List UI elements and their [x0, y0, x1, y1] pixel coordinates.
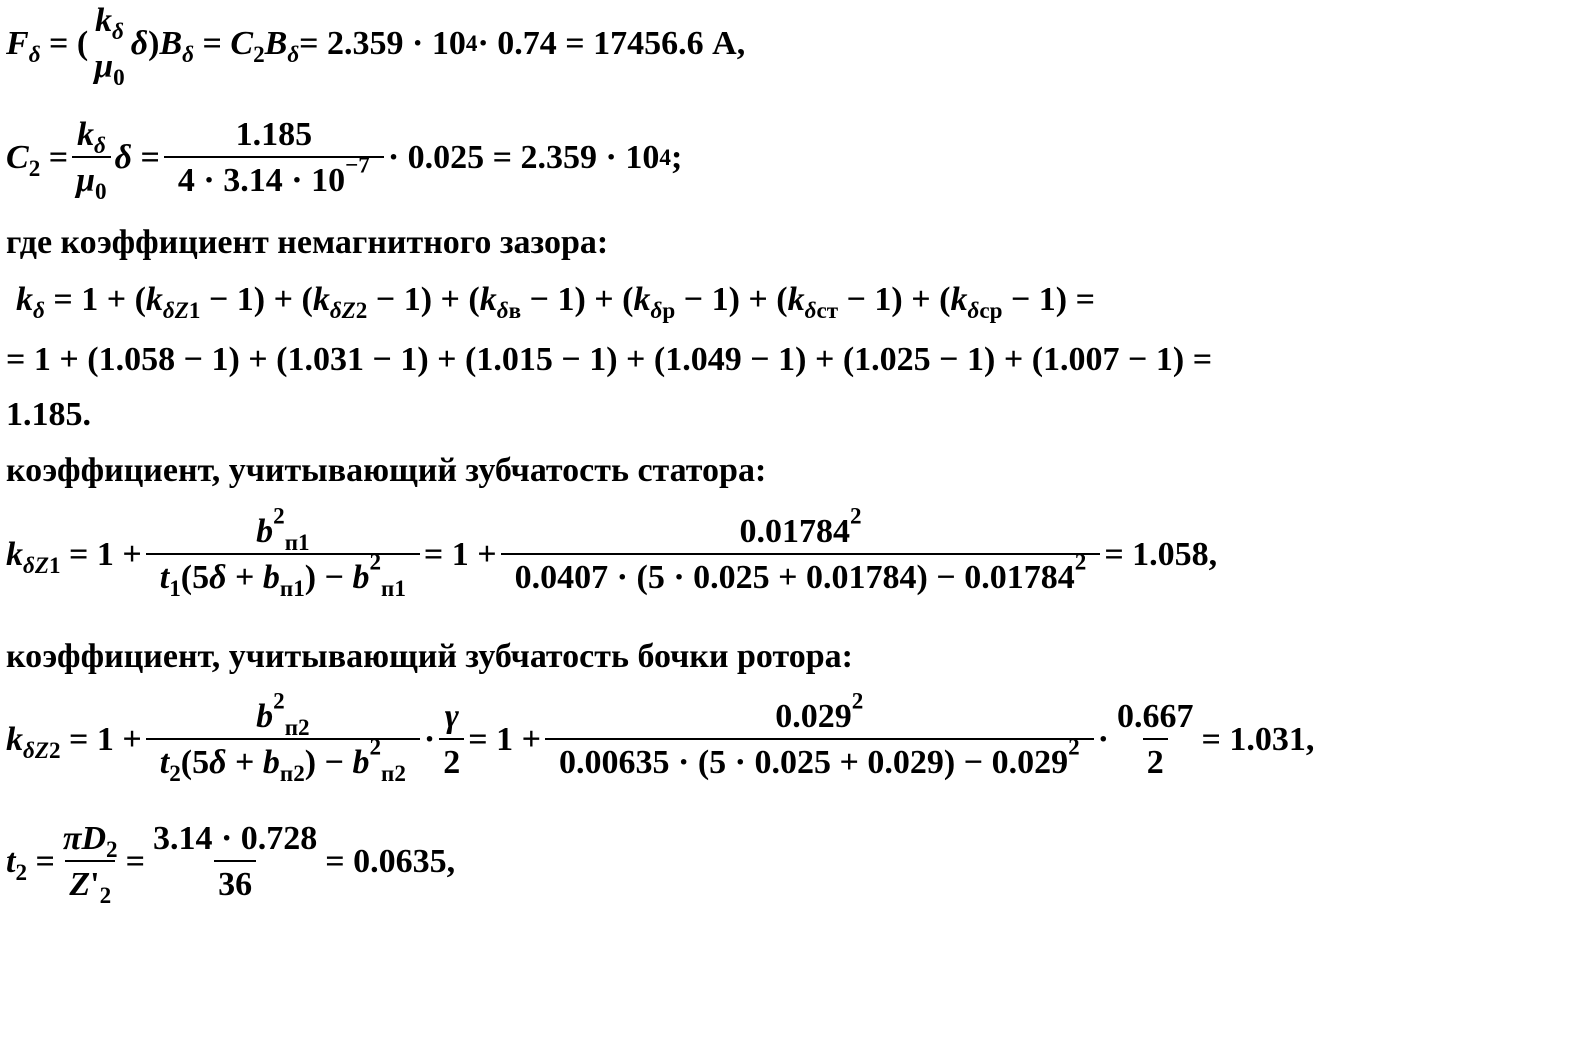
eq5-result: = 1.031,	[1201, 721, 1315, 758]
equation-k-delta-result: 1.185.	[6, 396, 91, 433]
equation-k-delta: $k_\delta = 1 + (k_{\delta Z1} - 1) + (k_{\delta Z2} - 1) + (k_{\delta в} - 1) + (k_{\delta р} - 1) + (k_{\delta ст} - 1) + (k_{\delta ср} - 1)$ =	[16, 281, 1096, 325]
text-line-1: где коэффициент немагнитного зазора:	[6, 224, 609, 261]
eq1-tail: · 0.74 = 17456.6 А,	[477, 25, 746, 62]
equation-k-delta-z2: $k_{\delta Z2} = 1$ + $\frac{b^2_{п2}}{t_2(5\delta + b_{п2}) - b^2_{п2}}$ · $\frac{\gamma}{2}$ = 1 + $\frac{0.029^2}{0.00635 \cdot (5 \cdot 0.025 + 0.029) - 0.029^2}$ · $\frac{0.667}{2}$ = 1.031,	[6, 688, 1315, 788]
eq2-den-exp: −7	[345, 152, 370, 179]
eq2-num: 1.185	[235, 116, 313, 153]
equation-k-delta-values: = 1 + (1.058 − 1) + (1.031 − 1) + (1.015 − 1) + (1.049 − 1) + (1.025 − 1) + (1.007 − 1) =	[6, 341, 1213, 378]
eq5-den: 0.00635 · (5 · 0.025 + 0.029) − 0.029	[559, 744, 1069, 781]
eq4-den: 0.0407 · (5 · 0.025 + 0.01784) − 0.01784	[514, 559, 1075, 596]
eq5-f2den: 2	[1143, 738, 1168, 780]
eq4-num: 0.01784	[739, 513, 850, 550]
eq6-result: = 0.0635,	[325, 843, 456, 880]
equation-t2: $t_2$ = $\frac{\pi D_2}{Z'_2}$ = $\frac{3.14 \cdot 0.728}{36}$ = 0.0635,	[6, 820, 456, 910]
eq5-f2num: 0.667	[1117, 698, 1194, 735]
equation-f-delta: $F_\delta$ = ( $k_\delta$ $\mu_0$ $\delta)B_\delta = C_2B_\delta$ = 2.359 · 10 4 · 0.74 = 17456.6 А,	[6, 2, 746, 92]
equation-c2: $C_2$ = $\frac{k_\delta}{\mu_0}$ δ = $\frac{1.185}{4 \cdot 3.14 \cdot 10^{-7}}$ · 0.025 = 2.359 · 10 4 ;	[6, 116, 683, 206]
equation-k-delta-z1: $k_{\delta Z1} = 1$ + $\frac{b^2_{п1}}{t_1(5\delta + b_{п1}) - b^2_{п1}}$ = 1 + $\frac{0.01784^2}{0.0407 \cdot (5 \cdot 0.025 + 0.01784) - 0.01784^2}$ = 1.058,	[6, 503, 1218, 603]
eq1-result: = 2.359 · 10	[299, 25, 466, 62]
eq4-result: = 1.058,	[1104, 536, 1218, 573]
text-line-2: коэффициент, учитывающий зубчатость статора:	[6, 452, 767, 489]
eq5-num: 0.029	[775, 698, 852, 735]
eq2-end: ;	[670, 139, 683, 176]
eq2-tail: · 0.025 = 2.359 · 10	[387, 139, 660, 176]
text-line-3: коэффициент, учитывающий зубчатость бочки ротора:	[6, 638, 853, 675]
eq6-num: 3.14 · 0.728	[152, 820, 318, 857]
eq2-den: 4 · 3.14 · 10	[177, 162, 346, 199]
eq6-den: 36	[214, 860, 256, 902]
